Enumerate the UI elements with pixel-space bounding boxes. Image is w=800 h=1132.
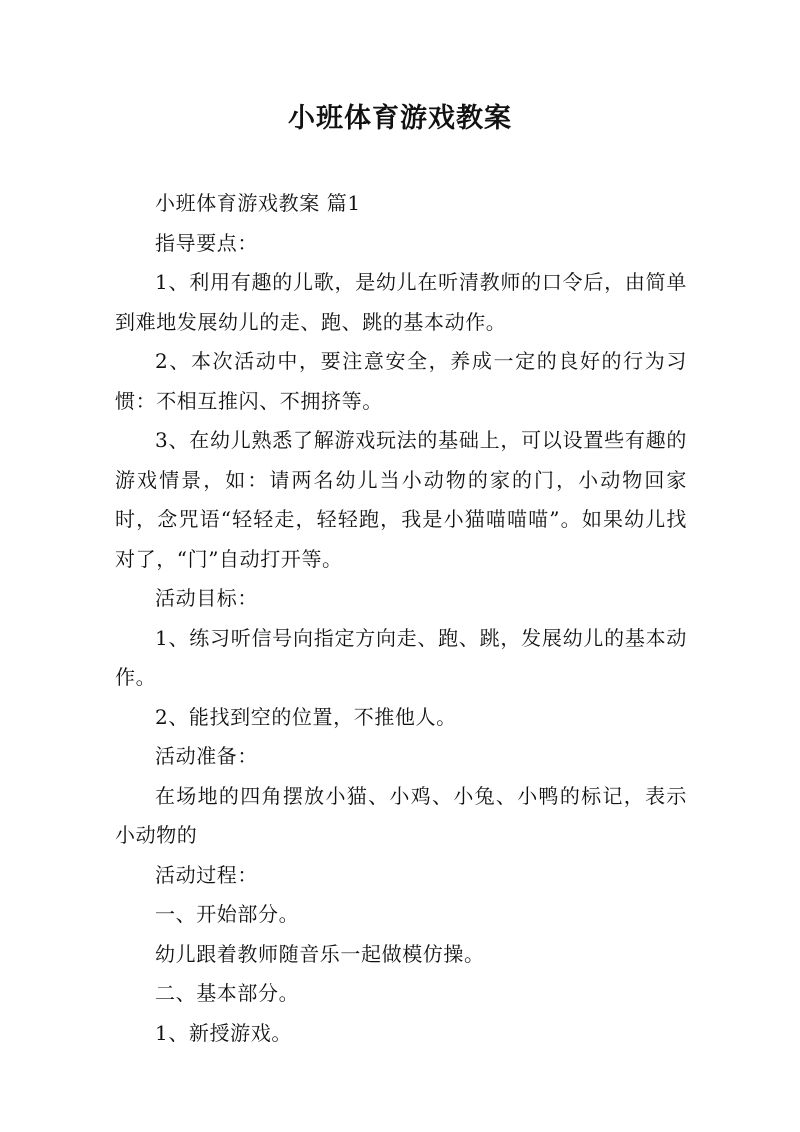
paragraph-guidance-heading: 指导要点：: [155, 230, 258, 255]
paragraph-guidance-3: 3、在幼儿熟悉了解游戏玩法的基础上，可以设置些有趣的游戏情景，如：请两名幼儿当小动物的家的门，小动物回家时，念咒语“轻轻走，轻轻跑，我是小猫喵喵喵”。如果幼儿找对了，“门”自动打开等。: [115, 428, 687, 571]
paragraph-process-warmup: 幼儿跟着教师随音乐一起做模仿操。: [155, 941, 485, 966]
paragraph-goal-2: 2、能找到空的位置，不推他人。: [155, 704, 457, 729]
paragraph-process-part-2: 二、基本部分。: [155, 981, 300, 1005]
document-title: 小班体育游戏教案: [288, 103, 512, 134]
section-heading: 小班体育游戏教案 篇1: [155, 191, 361, 215]
paragraph-goals-heading: 活动目标：: [155, 586, 258, 610]
paragraph-guidance-2: 2、本次活动中，要注意安全，养成一定的良好的行为习惯：不相互推闪、不拥挤等。: [115, 349, 687, 413]
paragraph-goal-1: 1、练习听信号向指定方向走、跑、跳，发展幼儿的基本动作。: [115, 625, 687, 689]
paragraph-process-part-1: 一、开始部分。: [155, 902, 300, 926]
document-body: [115, 184, 687, 1053]
paragraph-prep-1: 在场地的四角摆放小猫、小鸡、小兔、小鸭的标记，表示小动物的: [115, 783, 687, 847]
paragraph-process-heading: 活动过程：: [155, 862, 258, 887]
paragraph-guidance-1: 1、利用有趣的儿歌，是幼儿在听清教师的口令后，由简单到难地发展幼儿的走、跑、跳的基本动作。: [115, 270, 687, 334]
paragraph-prep-heading: 活动准备：: [155, 744, 258, 768]
paragraph-process-new-game: 1、新授游戏。: [155, 1020, 292, 1045]
